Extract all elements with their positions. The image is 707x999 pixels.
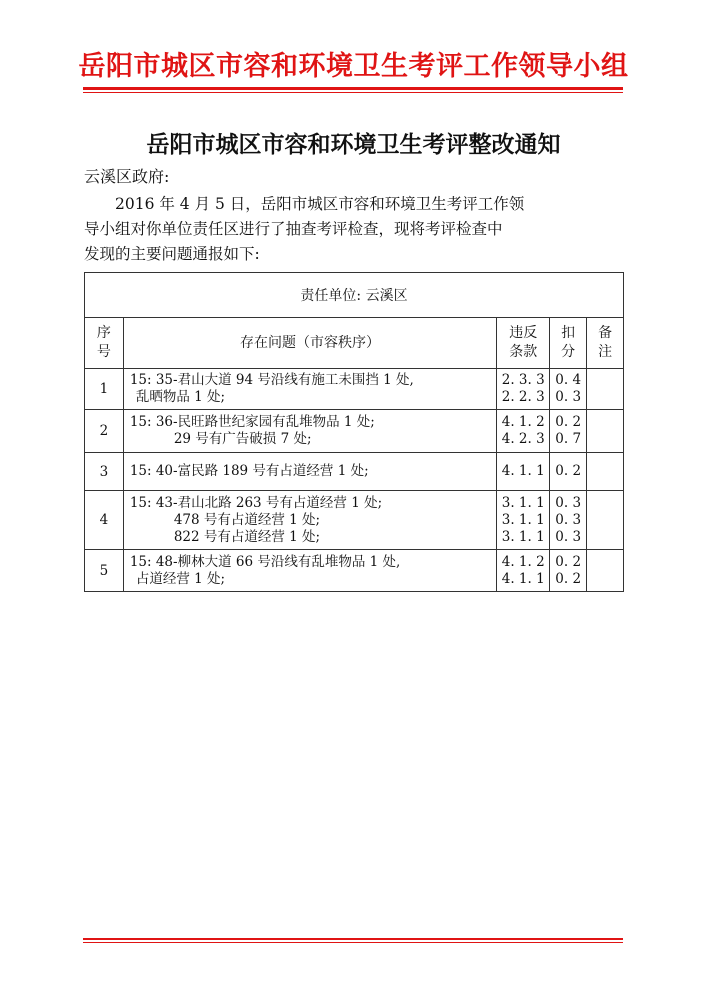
letterhead-title: 岳阳市城区市容和环境卫生考评工作领导小组 bbox=[78, 51, 629, 82]
responsible-unit: 责任单位: 云溪区 bbox=[85, 273, 624, 318]
paragraph-line: 发现的主要问题通报如下: bbox=[84, 245, 260, 263]
row-number: 4 bbox=[85, 491, 124, 550]
remark bbox=[587, 491, 624, 550]
header-points: 扣 分 bbox=[550, 318, 587, 369]
table-row bbox=[85, 491, 624, 550]
remark bbox=[587, 410, 624, 453]
table-row bbox=[85, 453, 624, 491]
letterhead-rule-thick bbox=[83, 87, 623, 90]
deducted-points bbox=[550, 369, 587, 410]
violated-clauses bbox=[497, 491, 550, 550]
remark bbox=[587, 453, 624, 491]
table-row bbox=[85, 550, 624, 592]
clause-value: 2. 2. 3 bbox=[501, 389, 545, 405]
deducted-points bbox=[550, 410, 587, 453]
clause-value: 3. 1. 1 bbox=[501, 528, 545, 545]
notice-title: 岳阳市城区市容和环境卫生考评整改通知 bbox=[146, 131, 561, 158]
clause-value: 4. 1. 2 bbox=[501, 414, 545, 430]
violated-clauses bbox=[497, 453, 550, 491]
remark bbox=[587, 550, 624, 592]
clause-value: 3. 1. 1 bbox=[501, 511, 545, 528]
paragraph-line: 2016 年 4 月 5 日，岳阳市城区市容和环境卫生考评工作领 bbox=[115, 195, 525, 213]
issue-description bbox=[123, 491, 496, 550]
responsible-unit-row bbox=[85, 273, 624, 318]
footer-rule-thick bbox=[83, 938, 623, 940]
issue-description bbox=[123, 369, 496, 410]
issue-line: 乱晒物品 1 处; bbox=[135, 389, 226, 405]
row-number: 3 bbox=[85, 453, 124, 491]
deducted-points bbox=[550, 550, 587, 592]
issue-line: 15: 48-柳林大道 66 号沿线有乱堆物品 1 处, bbox=[129, 553, 401, 570]
issue-description bbox=[123, 550, 496, 592]
points-value: 0. 3 bbox=[555, 494, 582, 511]
issue-line: 15: 40-富民路 189 号有占道经营 1 处; bbox=[129, 463, 369, 479]
issue-description bbox=[123, 410, 496, 453]
clause-value: 4. 1. 1 bbox=[501, 463, 545, 479]
intro-paragraph bbox=[84, 192, 624, 267]
points-value: 0. 2 bbox=[555, 553, 582, 570]
issue-line: 29 号有广告破损 7 处; bbox=[173, 431, 312, 447]
issue-line: 478 号有占道经营 1 处; bbox=[173, 511, 321, 528]
issue-line: 占道经营 1 处; bbox=[135, 570, 226, 587]
clause-value: 4. 1. 1 bbox=[501, 570, 545, 587]
header-remark: 备 注 bbox=[587, 318, 624, 369]
clause-value: 4. 2. 3 bbox=[501, 431, 545, 447]
header-seq: 序 号 bbox=[85, 318, 124, 369]
issues-table bbox=[84, 272, 624, 592]
points-value: 0. 2 bbox=[555, 570, 582, 587]
table-row bbox=[85, 410, 624, 453]
footer-rule-thin bbox=[83, 942, 623, 943]
row-number: 2 bbox=[85, 410, 124, 453]
table-body bbox=[85, 369, 624, 592]
points-value: 0. 7 bbox=[555, 431, 582, 447]
violated-clauses bbox=[497, 369, 550, 410]
header-issue: 存在问题（市容秩序） bbox=[123, 318, 496, 369]
row-number: 5 bbox=[85, 550, 124, 592]
points-value: 0. 4 bbox=[555, 372, 582, 388]
issue-line: 15: 35-君山大道 94 号沿线有施工未围挡 1 处, bbox=[129, 372, 414, 388]
issue-description bbox=[123, 453, 496, 491]
points-value: 0. 3 bbox=[555, 389, 582, 405]
letterhead-rule-thin bbox=[83, 92, 623, 93]
issue-line: 15: 43-君山北路 263 号有占道经营 1 处; bbox=[129, 494, 383, 511]
clause-value: 2. 3. 3 bbox=[501, 372, 545, 388]
deducted-points bbox=[550, 491, 587, 550]
paragraph-line: 导小组对你单位责任区进行了抽查考评检查，现将考评检查中 bbox=[84, 220, 503, 238]
clause-value: 3. 1. 1 bbox=[501, 494, 545, 511]
points-value: 0. 3 bbox=[555, 511, 582, 528]
remark bbox=[587, 369, 624, 410]
points-value: 0. 2 bbox=[555, 414, 582, 430]
issue-line: 15: 36-民旺路世纪家园有乱堆物品 1 处; bbox=[129, 414, 375, 430]
table-header-row bbox=[85, 318, 624, 369]
issue-line: 822 号有占道经营 1 处; bbox=[173, 528, 321, 545]
clause-value: 4. 1. 2 bbox=[501, 553, 545, 570]
addressee: 云溪区政府: bbox=[84, 167, 170, 186]
points-value: 0. 3 bbox=[555, 528, 582, 545]
deducted-points bbox=[550, 453, 587, 491]
header-clause: 违反 条款 bbox=[497, 318, 550, 369]
points-value: 0. 2 bbox=[555, 463, 582, 479]
violated-clauses bbox=[497, 410, 550, 453]
row-number: 1 bbox=[85, 369, 124, 410]
violated-clauses bbox=[497, 550, 550, 592]
table-row bbox=[85, 369, 624, 410]
